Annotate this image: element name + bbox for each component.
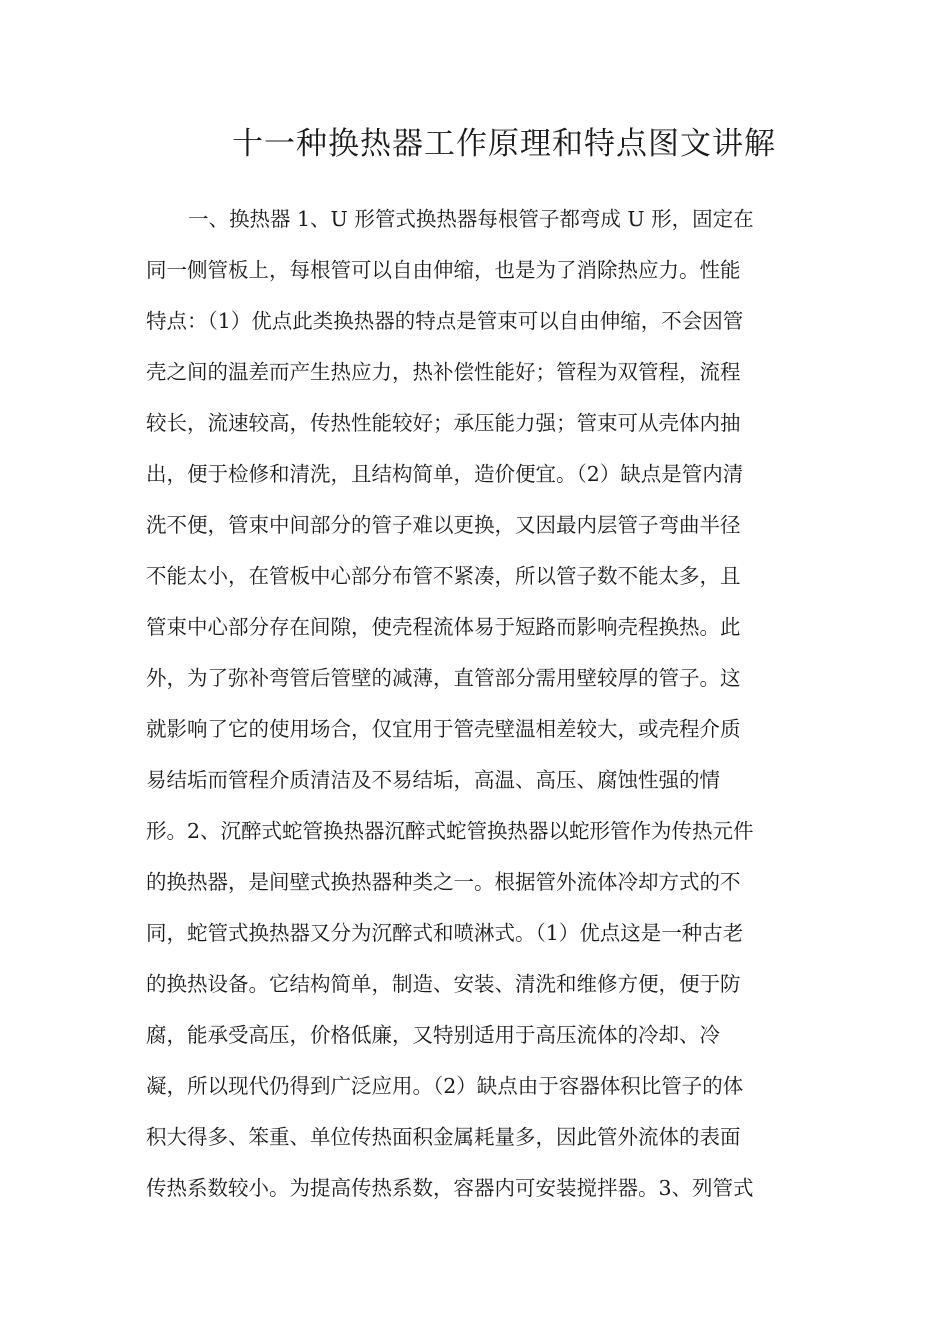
body-line: 传热系数较小。为提高传热系数，容器内可安装搅拌器。3、列管式 xyxy=(146,1176,754,1200)
body-line: 形。2、沉醉式蛇管换热器沉醉式蛇管换热器以蛇形管作为传热元件 xyxy=(146,819,754,843)
body-line: 积大得多、笨重、单位传热面积金属耗量多，因此管外流体的表面 xyxy=(146,1125,741,1149)
body-line: 出，便于检修和清洗，且结构简单，造价便宜。（2）缺点是管内清 xyxy=(146,462,744,486)
body-line: 外，为了弥补弯管后管壁的减薄，直管部分需用壁较厚的管子。这 xyxy=(146,666,741,690)
body-line: 特点：（1）优点此类换热器的特点是管束可以自由伸缩，不会因管 xyxy=(146,309,744,333)
body-line: 管束中心部分存在间隙，使壳程流体易于短路而影响壳程换热。此 xyxy=(146,615,741,639)
body-line: 腐，能承受高压，价格低廉，又特别适用于高压流体的冷却、冷 xyxy=(146,1023,720,1047)
body-line: 的换热器，是间壁式换热器种类之一。根据管外流体冷却方式的不 xyxy=(146,870,741,894)
body-line: 不能太小，在管板中心部分布管不紧凑，所以管子数不能太多，且 xyxy=(146,564,741,588)
body-line: 的换热设备。它结构简单，制造、安装、清洗和维修方便，便于防 xyxy=(146,972,741,996)
body-line: 洗不便，管束中间部分的管子难以更换，又因最内层管子弯曲半径 xyxy=(146,513,741,537)
body-line: 同一侧管板上，每根管可以自由伸缩，也是为了消除热应力。性能 xyxy=(146,258,741,282)
body-line: 较长，流速较高，传热性能较好；承压能力强；管束可从壳体内抽 xyxy=(146,411,741,435)
document-body xyxy=(146,194,816,1214)
document-title: 十一种换热器工作原理和特点图文讲解 xyxy=(232,126,776,162)
body-line: 同，蛇管式换热器又分为沉醉式和喷淋式。（1）优点这是一种古老 xyxy=(146,921,744,945)
body-line: 凝，所以现代仍得到广泛应用。（2）缺点由于容器体积比管子的体 xyxy=(146,1074,744,1098)
body-line: 一、换热器 1、U 形管式换热器每根管子都弯成 U 形，固定在 xyxy=(188,207,754,231)
body-line: 壳之间的温差而产生热应力，热补偿性能好；管程为双管程，流程 xyxy=(146,360,741,384)
body-line: 就影响了它的使用场合，仅宜用于管壳壁温相差较大，或壳程介质 xyxy=(146,717,741,741)
body-line: 易结垢而管程介质清洁及不易结垢，高温、高压、腐蚀性强的情 xyxy=(146,768,720,792)
